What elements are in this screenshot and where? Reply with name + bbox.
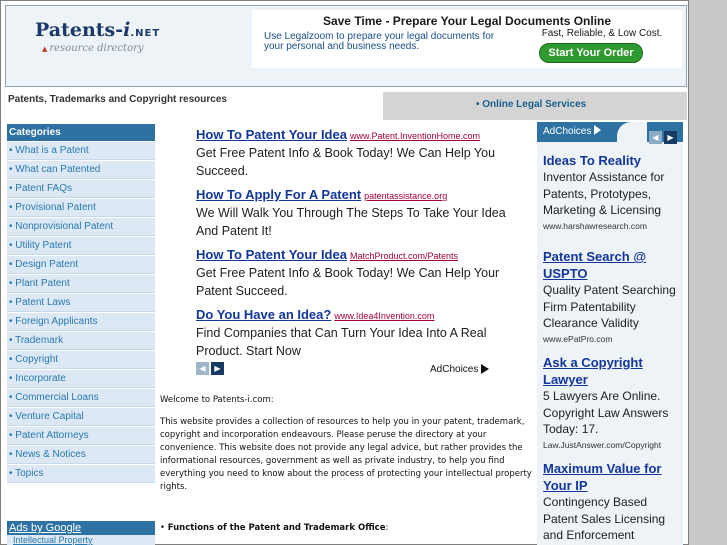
ads-by-google-link[interactable]: Ads by Google: [9, 522, 82, 534]
center-ad: [196, 304, 526, 360]
ad-title[interactable]: Do You Have an Idea?: [196, 307, 332, 322]
adchoices-center[interactable]: AdChoices: [430, 364, 489, 375]
sidebar-item-design-patent[interactable]: • Design Patent: [7, 256, 155, 274]
sidebar-item-utility-patent[interactable]: • Utility Patent: [7, 237, 155, 255]
categories-heading: Categories: [7, 124, 155, 141]
right-ad: [543, 354, 683, 452]
welcome-text: Welcome to Patents-i.com:: [160, 395, 274, 405]
ad-title[interactable]: Maximum Value for Your IP: [543, 461, 662, 493]
sidebar-item-copyright[interactable]: • Copyright: [7, 351, 155, 369]
ad-url[interactable]: patentassistance.org: [364, 191, 448, 201]
sidebar-item-venture-capital[interactable]: • Venture Capital: [7, 408, 155, 426]
ad-title[interactable]: How To Apply For A Patent: [196, 187, 362, 202]
ad-url[interactable]: www.harshawresearch.com: [543, 220, 647, 231]
sidebar-item-what-can-patented[interactable]: • What can Patented: [7, 161, 155, 179]
ad-title[interactable]: Ask a Copyright Lawyer: [543, 355, 643, 387]
adchoices-icon: [594, 125, 601, 135]
chevron-left-icon[interactable]: ◀: [196, 362, 209, 375]
section-title: Patents, Trademarks and Copyright resources: [8, 94, 227, 105]
legalzoom-banner[interactable]: [252, 10, 682, 68]
banner-tagline: Fast, Reliable, & Low Cost.: [541, 28, 663, 39]
subheader: [5, 92, 687, 120]
center-ad: [196, 244, 526, 300]
logo-tagline: ▲ resource directory: [42, 43, 144, 54]
sidebar-item-news-notices[interactable]: • News & Notices: [7, 446, 155, 464]
ad-description: 5 Lawyers Are Online. Copyright Law Answers Today: 17.: [543, 389, 669, 436]
ad-description: Get Free Patent Info & Book Today! We Can Help Your Patent Succeed.: [196, 266, 500, 298]
sidebar-item-incorporate[interactable]: • Incorporate: [7, 370, 155, 388]
sidebar-item-nonprovisional-patent[interactable]: • Nonprovisional Patent: [7, 218, 155, 236]
sidebar-item-plant-patent[interactable]: • Plant Patent: [7, 275, 155, 293]
intellectual-property-link[interactable]: Intellectual Property: [7, 535, 155, 545]
intro-paragraph: This website provides a collection of resources to help you in your patent, trademark, copyright and incorporation endeavours. Please peruse the directory at your convenience. This website does not provide any legal advice, but rather provides the informational resources, government as well as private industry, to help you find everything you need to know about the process of protecting your intellectual property rights.: [160, 417, 532, 492]
sidebar-item-patent-faqs[interactable]: • Patent FAQs: [7, 180, 155, 198]
categories-sidebar: [7, 124, 155, 483]
site-logo[interactable]: [35, 19, 161, 54]
sidebar-item-what-is-a-patent[interactable]: • What is a Patent: [7, 142, 155, 160]
ad-url[interactable]: www.Patent.InventionHome.com: [349, 131, 481, 141]
ad-url[interactable]: www.ePatPro.com: [543, 333, 613, 344]
center-ad: [196, 184, 526, 240]
sidebar-item-commercial-loans[interactable]: • Commercial Loans: [7, 389, 155, 407]
adchoices-right[interactable]: AdChoices: [543, 125, 601, 137]
right-ad-nav: [649, 125, 679, 144]
center-ad-nav: [196, 362, 226, 381]
subheader-right: [383, 92, 687, 120]
start-order-button[interactable]: Start Your Order: [539, 43, 643, 63]
center-ad-block: [196, 124, 526, 364]
ad-description: Quality Patent Searching Firm Patentability Clearance Validity: [543, 283, 676, 330]
right-ad: [543, 460, 683, 544]
functions-heading: • Functions of the Patent and Trademark Office:: [160, 523, 389, 533]
ads-by-google: [7, 521, 155, 545]
online-legal-services-link[interactable]: • Online Legal Services: [476, 99, 587, 110]
ad-url[interactable]: www.Idea4Invention.com: [334, 311, 435, 321]
right-ad: [543, 248, 683, 346]
adchoices-icon: [481, 364, 489, 374]
ad-description: Find Companies that Can Turn Your Idea Into A Real Product. Start Now: [196, 326, 487, 358]
triangle-icon: ▲: [42, 45, 48, 53]
ad-title[interactable]: How To Patent Your Idea: [196, 247, 347, 262]
ad-title[interactable]: Patent Search @ USPTO: [543, 249, 646, 281]
ad-url[interactable]: Law.JustAnswer.com/Copyright: [543, 439, 662, 450]
ad-description: Get Free Patent Info & Book Today! We Can Help You Succeed.: [196, 146, 496, 178]
sidebar-item-provisional-patent[interactable]: • Provisional Patent: [7, 199, 155, 217]
right-ad-header: [537, 122, 683, 142]
chevron-right-icon[interactable]: ▶: [211, 362, 224, 375]
sidebar-item-foreign-applicants[interactable]: • Foreign Applicants: [7, 313, 155, 331]
ad-description: Contingency Based Patent Sales Licensing and Enforcement: [543, 495, 666, 542]
ad-url[interactable]: MatchProduct.com/Patents: [349, 251, 459, 261]
sidebar-item-patent-attorneys[interactable]: • Patent Attorneys: [7, 427, 155, 445]
chevron-left-icon[interactable]: ◀: [649, 131, 662, 144]
ad-title[interactable]: Ideas To Reality: [543, 153, 642, 168]
header: [5, 5, 687, 87]
banner-title: Save Time - Prepare Your Legal Documents Online: [322, 14, 612, 28]
sidebar-item-patent-laws[interactable]: • Patent Laws: [7, 294, 155, 312]
banner-text: Use Legalzoom to prepare your legal documents for your personal and business needs.: [264, 31, 495, 52]
subheader-left: [5, 92, 383, 120]
right-ad-column: [537, 122, 683, 545]
chevron-right-icon[interactable]: ▶: [664, 131, 677, 144]
sidebar-item-topics[interactable]: • Topics: [7, 465, 155, 483]
sidebar-item-trademark[interactable]: • Trademark: [7, 332, 155, 350]
ad-description: We Will Walk You Through The Steps To Take Your Idea And Patent It!: [196, 206, 506, 238]
ad-title[interactable]: How To Patent Your Idea: [196, 127, 347, 142]
right-ad: [543, 152, 683, 233]
logo-brand: Patents-i.NET: [35, 19, 161, 41]
ad-description: Inventor Assistance for Patents, Prototypes, Marketing & Licensing: [543, 170, 665, 217]
center-ad: [196, 124, 526, 180]
main-content: [160, 394, 532, 544]
